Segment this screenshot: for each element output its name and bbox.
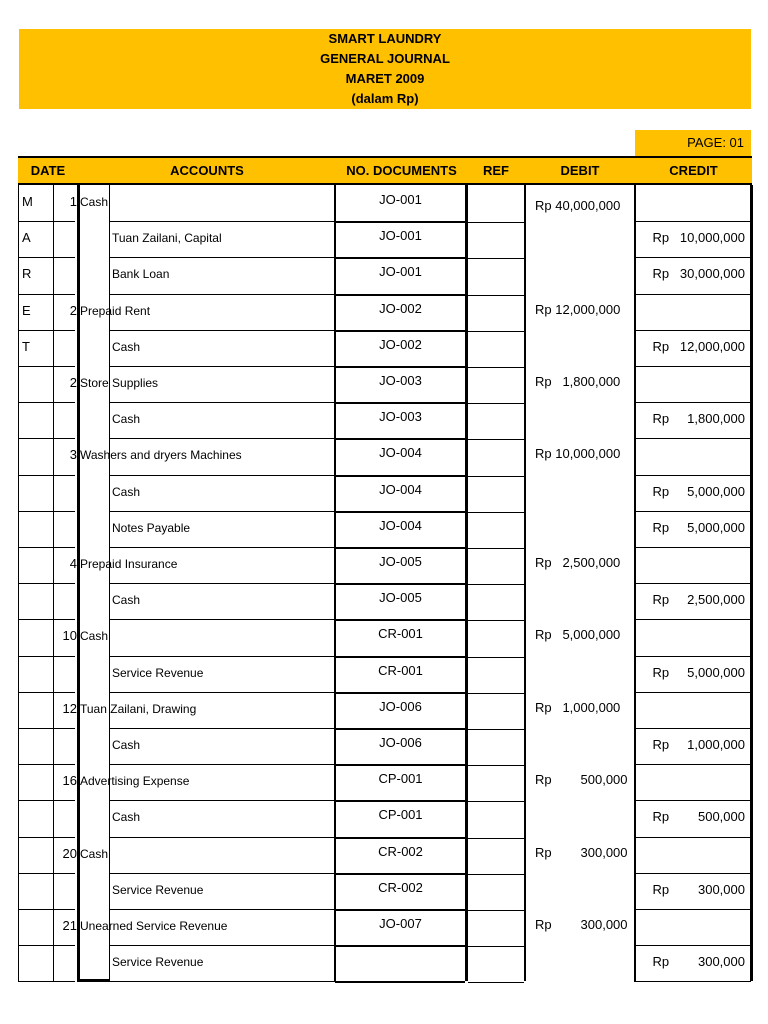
entry-debit: Rp 500,000 [535, 772, 628, 788]
entry-document: JO-004 [379, 517, 422, 533]
page-number: PAGE: 01 [635, 130, 751, 156]
grid-hline [634, 764, 751, 765]
entry-debit: Rp 12,000,000 [535, 301, 621, 317]
grid-hline [109, 330, 335, 331]
entry-document: JO-001 [379, 264, 422, 280]
grid-hline [77, 979, 110, 982]
grid-hline [634, 909, 751, 910]
grid-hline [335, 511, 465, 513]
grid-hline [335, 981, 465, 983]
grid-hline [18, 873, 75, 874]
grid-hline [109, 800, 335, 801]
grid-hline [634, 475, 751, 476]
entry-debit: Rp 1,800,000 [535, 374, 621, 389]
entry-document: JO-001 [379, 192, 422, 207]
column-date: DATE [18, 156, 78, 185]
grid-hline [18, 257, 75, 258]
grid-hline [335, 294, 465, 296]
grid-hline [634, 221, 751, 222]
grid-hline [468, 838, 524, 839]
entry-debit: Rp 5,000,000 [535, 627, 621, 643]
grid-hline [634, 583, 751, 584]
grid-hline [109, 692, 335, 693]
journal-header [19, 29, 751, 109]
entry-document: JO-005 [379, 554, 422, 569]
entry-document: JO-007 [379, 916, 422, 931]
grid-hline [634, 619, 751, 620]
entry-account: Washers and dryers Machines [80, 448, 242, 463]
grid-hline [468, 620, 524, 621]
entry-account: Cash [112, 412, 141, 427]
column-ref: REF [467, 156, 525, 185]
entry-account: Cash [112, 593, 141, 608]
entry-day: 20 [62, 845, 77, 861]
grid-vline [524, 185, 526, 981]
month-letter: T [22, 338, 30, 354]
grid-hline [468, 657, 524, 658]
grid-hline [335, 402, 465, 404]
entry-credit: Rp 5,000,000 [652, 519, 745, 535]
entry-credit: Rp 30,000,000 [652, 266, 745, 282]
grid-hline [468, 512, 524, 513]
entry-debit: Rp 10,000,000 [535, 446, 621, 462]
grid-hline [18, 909, 75, 910]
entry-debit: Rp 2,500,000 [535, 555, 621, 570]
grid-hline [109, 909, 335, 910]
grid-hline [18, 330, 75, 331]
entry-document: JO-004 [379, 445, 422, 461]
entry-debit: Rp 1,000,000 [535, 699, 621, 715]
entry-credit: Rp 5,000,000 [652, 483, 745, 499]
company-name: SMART LAUNDRY [328, 31, 442, 46]
column-credit: CREDIT [635, 156, 752, 185]
entry-account: Cash [80, 195, 109, 209]
grid-hline [18, 366, 75, 367]
entry-account: Cash [80, 629, 109, 644]
grid-hline [468, 548, 524, 549]
grid-hline [634, 873, 751, 874]
grid-hline [18, 728, 75, 729]
entry-document: JO-002 [379, 336, 422, 352]
grid-hline [335, 945, 465, 947]
entry-debit: Rp 300,000 [535, 917, 628, 932]
grid-hline [335, 909, 465, 911]
entry-credit: Rp 5,000,000 [652, 664, 745, 680]
entry-day: 21 [62, 918, 77, 933]
entry-document: CR-001 [378, 626, 423, 642]
grid-hline [468, 258, 524, 259]
entry-credit: Rp 2,500,000 [652, 592, 745, 608]
entry-debit: Rp 300,000 [535, 844, 628, 860]
entry-credit: Rp 1,800,000 [652, 411, 745, 427]
grid-hline [18, 475, 75, 476]
grid-hline [109, 728, 335, 729]
grid-hline [468, 295, 524, 296]
grid-hline [335, 728, 465, 730]
grid-hline [109, 837, 335, 838]
grid-hline [634, 257, 751, 258]
grid-hline [468, 765, 524, 766]
entry-account: Store Supplies [80, 376, 159, 390]
grid-hline [335, 547, 465, 549]
column-documents: NO. DOCUMENTS [336, 156, 467, 185]
grid-hline [18, 619, 75, 620]
grid-hline [335, 221, 465, 223]
entry-document: JO-005 [379, 590, 422, 606]
entry-document: JO-004 [379, 481, 422, 497]
grid-hline [18, 981, 75, 982]
grid-hline [634, 330, 751, 331]
grid-hline [634, 945, 751, 946]
entry-debit: Rp 40,000,000 [535, 198, 621, 213]
entry-document: JO-006 [379, 698, 422, 714]
entry-account: Bank Loan [112, 267, 170, 282]
entry-document: CR-002 [378, 843, 423, 859]
entry-credit: Rp 10,000,000 [652, 230, 745, 246]
grid-hline [468, 910, 524, 911]
column-accounts: ACCOUNTS [78, 156, 336, 185]
entry-account: Cash [80, 846, 109, 861]
grid-hline [109, 583, 335, 584]
grid-hline [634, 547, 751, 548]
entry-credit: Rp 1,000,000 [652, 737, 745, 752]
entry-account: Cash [112, 339, 141, 354]
grid-hline [335, 583, 465, 585]
entry-account: Service Revenue [112, 882, 204, 897]
entry-document: CR-002 [378, 879, 423, 895]
grid-hline [468, 801, 524, 802]
grid-hline [634, 402, 751, 403]
entry-day: 2 [69, 375, 77, 390]
grid-hline [109, 511, 335, 512]
entry-account: Unearned Service Revenue [80, 919, 228, 933]
grid-hline [468, 874, 524, 875]
grid-hline [109, 475, 335, 476]
grid-hline [109, 764, 335, 765]
entry-credit: Rp 12,000,000 [652, 338, 745, 354]
grid-hline [18, 656, 75, 657]
grid-hline [335, 656, 465, 658]
grid-hline [109, 945, 335, 946]
journal-period: MARET 2009 [345, 71, 425, 86]
grid-hline [468, 946, 524, 947]
grid-hline [18, 945, 75, 946]
grid-hline [634, 294, 751, 295]
grid-hline [468, 476, 524, 477]
entry-account: Cash [112, 810, 141, 825]
entry-document: JO-003 [379, 409, 422, 425]
grid-hline [634, 511, 751, 512]
entry-account: Cash [112, 484, 141, 499]
grid-hline [18, 221, 75, 222]
grid-hline [335, 257, 465, 259]
grid-vline [465, 185, 468, 981]
month-letter: R [22, 266, 32, 282]
entry-account: Service Revenue [112, 665, 204, 680]
column-debit: DEBIT [525, 156, 635, 185]
grid-hline [634, 366, 751, 367]
grid-hline [18, 511, 75, 512]
grid-hline [634, 656, 751, 657]
grid-hline [634, 692, 751, 693]
entry-credit: Rp 300,000 [652, 954, 745, 970]
grid-hline [18, 294, 75, 295]
grid-hline [468, 729, 524, 730]
grid-hline [634, 438, 751, 439]
month-letter: A [22, 230, 31, 246]
grid-hline [468, 367, 524, 368]
month-letter: E [22, 302, 31, 318]
entry-credit: Rp 500,000 [652, 809, 745, 825]
grid-hline [468, 439, 524, 440]
grid-hline [109, 873, 335, 874]
grid-hline [468, 693, 524, 694]
entry-account: Advertising Expense [80, 774, 190, 789]
grid-hline [335, 438, 465, 440]
grid-hline [335, 692, 465, 694]
column-header-row [18, 156, 752, 185]
entry-day: 12 [62, 700, 77, 716]
grid-hline [109, 438, 335, 439]
grid-hline [634, 981, 751, 982]
entry-document: JO-003 [379, 373, 422, 388]
grid-hline [335, 330, 465, 332]
entry-day: 16 [62, 773, 77, 789]
journal-title: GENERAL JOURNAL [320, 51, 450, 66]
grid-hline [18, 583, 75, 584]
entry-document: CP-001 [378, 807, 423, 823]
currency-unit: (dalam Rp) [351, 91, 419, 106]
entry-document: JO-002 [379, 300, 422, 316]
entry-account: Tuan Zailani, Drawing [80, 701, 197, 716]
entry-document: CR-001 [378, 662, 423, 678]
grid-hline [634, 728, 751, 729]
grid-hline [109, 366, 335, 367]
grid-hline [468, 331, 524, 332]
grid-hline [335, 475, 465, 477]
grid-hline [109, 221, 335, 222]
entry-day: 2 [69, 302, 77, 318]
grid-hline [634, 837, 751, 838]
entry-account: Prepaid Insurance [80, 557, 178, 571]
grid-hline [335, 837, 465, 839]
grid-hline [468, 222, 524, 223]
grid-hline [468, 982, 524, 983]
grid-hline [109, 402, 335, 403]
entry-credit: Rp 300,000 [652, 881, 745, 897]
grid-hline [18, 402, 75, 403]
grid-hline [18, 547, 75, 548]
entry-account: Cash [112, 738, 141, 752]
grid-hline [18, 438, 75, 439]
entry-document: JO-001 [379, 228, 422, 244]
grid-hline [335, 619, 465, 621]
entry-day: 4 [69, 556, 77, 571]
grid-hline [109, 547, 335, 548]
grid-hline [335, 366, 465, 368]
grid-hline [18, 692, 75, 693]
entry-account: Tuan Zailani, Capital [112, 231, 222, 246]
month-letter: M [22, 194, 33, 209]
grid-hline [109, 257, 335, 258]
grid-hline [335, 764, 465, 766]
grid-hline [109, 294, 335, 295]
grid-hline [109, 619, 335, 620]
grid-hline [109, 656, 335, 657]
grid-hline [109, 981, 335, 982]
entry-day: 1 [69, 194, 77, 209]
grid-hline [335, 800, 465, 802]
entry-document: CP-001 [378, 771, 423, 787]
grid-hline [18, 764, 75, 765]
grid-hline [18, 837, 75, 838]
entry-document: JO-006 [379, 735, 422, 750]
entry-account: Prepaid Rent [80, 303, 151, 318]
grid-hline [335, 873, 465, 875]
entry-day: 3 [69, 447, 77, 463]
entry-account: Service Revenue [112, 955, 204, 970]
grid-hline [18, 800, 75, 801]
entry-account: Notes Payable [112, 520, 191, 535]
grid-hline [468, 584, 524, 585]
entry-day: 10 [62, 628, 77, 644]
grid-hline [634, 800, 751, 801]
grid-hline [468, 403, 524, 404]
